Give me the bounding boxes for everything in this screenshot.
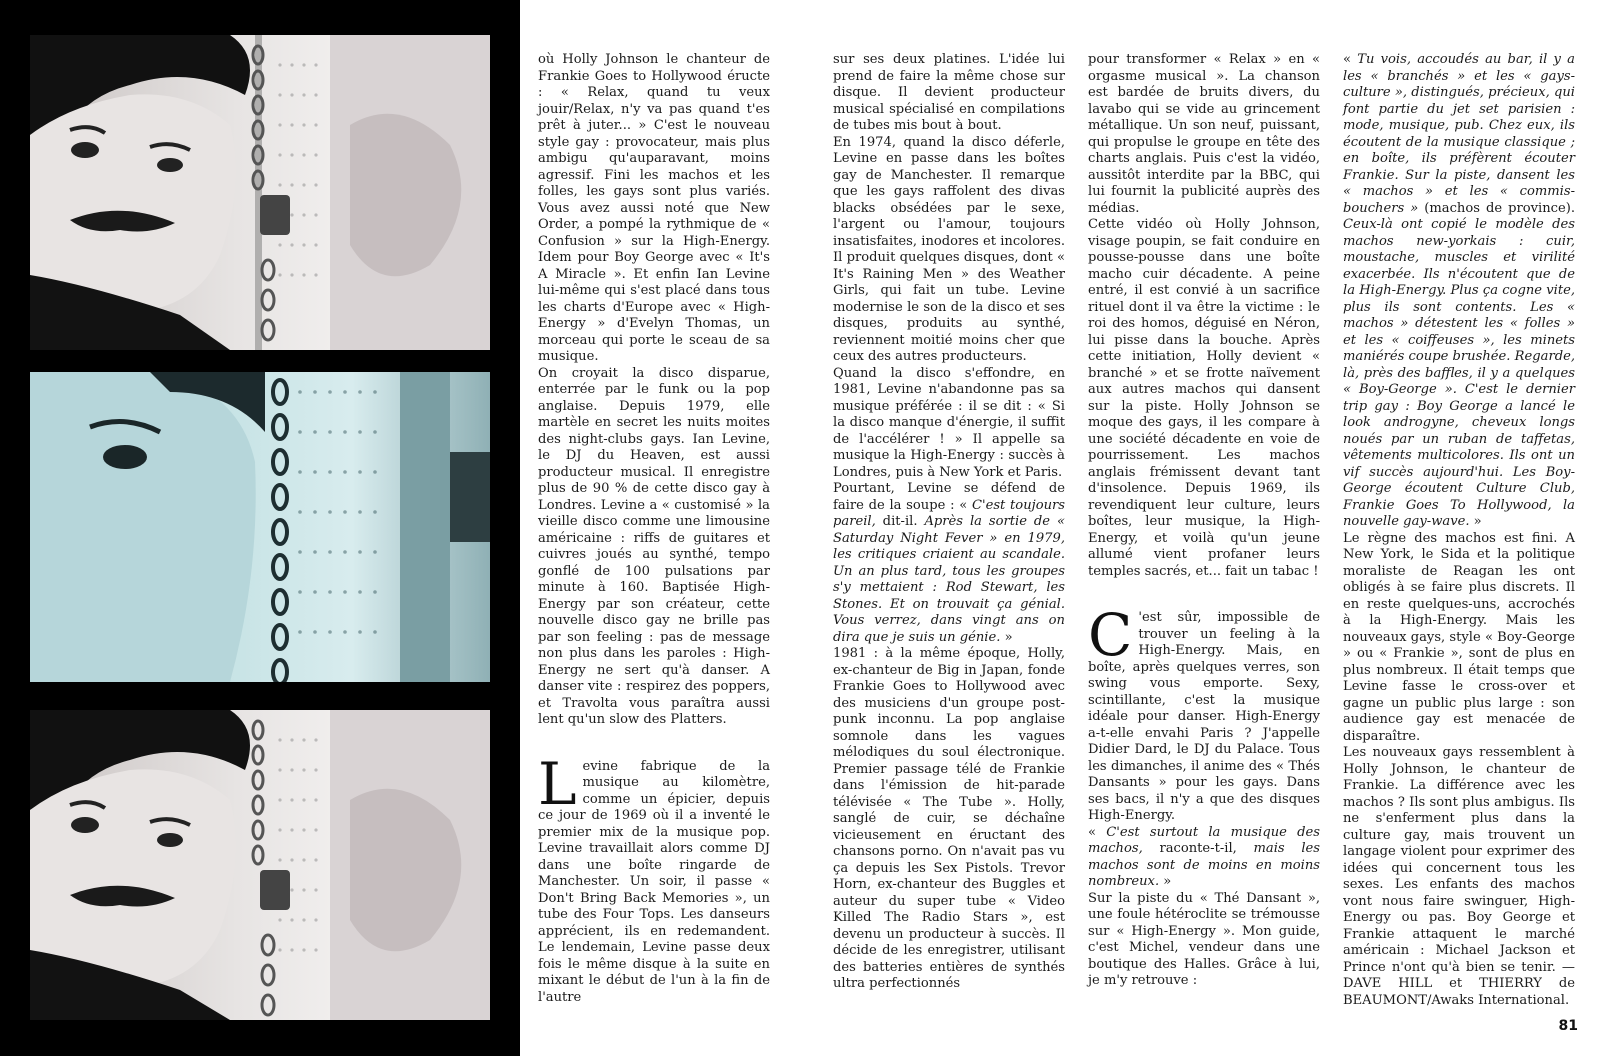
quote-text: Pourtant, Levine se défend de faire de la soupe : « <box>833 481 1065 513</box>
paragraph: où Holly Johnson le chanteur de Frankie Goes to Hollywood éructe : « Relax, quand tu veux jouir/Relax, n'y va pas quand t'es prêt à juter... » C'est le nouveau style gay : provocateur, mais plus ambigu qu'auparavant, moins agressif. Fini les machos et les folles, les gays sont plus variés. Vous avez aussi noté que New Order, a pompé la rythmique de « Confusion » sur la High-Energy. Idem pour Boy George avec « It's A Miracle ». Et enfin Ian Levine lui-même qui s'est placé dans tous les charts d'Europe avec « High-Energy » d'Evelyn Thomas, un morceau qui porte le sceau de sa musique. <box>538 52 770 364</box>
photo-man-blue-tint <box>30 372 490 682</box>
quote-text: Après la sortie de « Saturday Night Fever » en 1979, les critiques criaient au scandale. Un an plus tard, tous les groupes s'y mettaient : Rod Stewart, les Stones. Et on trouvait ça génial. Vous verrez, dans vingt ans on dira que je suis un génie. <box>833 514 1065 645</box>
photo-man-with-cap-bottom <box>30 710 490 1020</box>
quote-text: » <box>1159 874 1172 889</box>
quote-text: Tu vois, accoudés au bar, il y a les « branchés » et les « gays-culture », distingués, précieux, qui font partie du jet set parisien : mode, musique, pub. Chez eux, ils écoutent de la musique classique ; en boîte, ils préfèrent écouter Frankie. Sur la piste, dansent les « machos » et les « commis-bouchers » <box>1343 52 1575 216</box>
quote-text: (machos de province). <box>1418 200 1575 216</box>
drop-cap: L <box>538 749 577 818</box>
paragraph: On croyait la disco disparue, enterrée par le funk ou la pop anglaise. Depuis 1979, elle martèle en secret les nuits moites des night-clubs gays. Ian Levine, le DJ du Heaven, est aussi producteur musical. Il enregistre plus de 90 % de cette disco gay à Londres. Levine a « customisé » la vieille disco comme une limousine américaine : riffs de guitares et cuivres joués au synthé, tempo gonflé de 100 pulsations par minute à 160. Baptisée High-Energy par son créateur, cette nouvelle disco gay ne brille pas par son feeling : pas de message non plus dans les paroles : High-Energy ne sert qu'à danser. A danser vite : respirez des poppers, et Travolta vous paraîtra aussi lent qu'un slow des Platters. <box>538 365 770 727</box>
quote-text: C'est toujours pareil, <box>833 497 1065 529</box>
column-3 <box>1088 52 1320 1012</box>
paragraph: pour transformer « Relax » en « orgasme musical ». La chanson est bardée de bruits divers, du lavabo qui se vide au grincement métallique. Un son neuf, puissant, qui propulse le groupe en tête des charts anglais. Puis c'est la vidéo, aussitôt interdite par la BBC, qui lui fournit la publicité auprès des médias. <box>1088 52 1320 216</box>
column-4 <box>1343 52 1575 1012</box>
quote-text: C'est surtout la musique des machos, <box>1088 824 1320 856</box>
quote-text: mais les machos sont de moins en moins nombreux. <box>1088 841 1320 889</box>
column-2 <box>833 52 1065 1012</box>
paragraph-quote <box>833 481 1065 646</box>
paragraph-quote <box>1343 52 1575 531</box>
paragraph-quote <box>1088 825 1320 891</box>
drop-cap: C <box>1088 601 1133 669</box>
paragraph: Les nouveaux gays ressemblent à Holly Johnson, le chanteur de Frankie. La différence avec les machos ? Ils sont plus ambigus. Ils ne s'enferment plus dans la culture gay, mais trouvent un langage violent pour exprimer des idées qui concernent tous les sexes. Les enfants des machos vont nous faire swinguer, High-Energy ou pas. Boy George et Frankie attaquent le marché américain : Michael Jackson et Prince n'ont qu'à bien se tenir. — DAVE HILL et THIERRY de BEAUMONT/Awaks International. <box>1343 745 1575 1008</box>
paragraph: 1981 : à la même époque, Holly, ex-chanteur de Big in Japan, fonde Frankie Goes to Hollywood avec des musiciens d'un groupe post-punk inconnu. La pop anglaise somnole dans les vagues mélodiques du soul électronique. Premier passage télé de Frankie dans l'émission de hit-parade télévisée « The Tube ». Holly, sanglé de cuir, se déchaîne vicieusement en éructant des chansons porno. On n'avait pas vu ça depuis les Sex Pistols. Trevor Horn, ex-chanteur des Buggles et auteur du super tube « Video Killed The Radio Stars », est devenu un producteur à succès. Il décide de les enregistrer, utilisant des batteries entières de synthés ultra perfectionnés <box>833 646 1065 991</box>
paragraph: Le règne des machos est fini. A New York, le Sida et la politique moraliste de Reagan les ont obligés à se faire plus discrets. Il en reste quelques-uns, accrochés à la High-Energy. Mais les nouveaux gays, style « Boy-George » ou « Frankie », sont de plus en plus nombreux. Il était temps que Levine fasse le cross-over et gagne un public plus large : son audience gay est menacée de disparaître. <box>1343 530 1575 744</box>
paragraph: Sur la piste du « Thé Dansant », une foule hétéroclite se trémousse sur « High-Energy ». Mon guide, c'est Michel, vendeur dans une boutique des Halles. Grâce à lui, je m'y retrouve : <box>1088 890 1320 988</box>
photo-strip <box>0 0 520 1056</box>
paragraph-text: 'est sûr, impossible de trouver un feeling à la High-Energy. Mais, en boîte, après quelques verres, son swing vous emporte. Sexy, scintillante, c'est la musique idéale pour danser. High-Energy a-t-elle envahi Paris ? J'appelle Didier Dard, le DJ du Palace. Tous les dimanches, il anime des « Thés Dansants » pour les gays. Dans ses bacs, il n'y a que des disques High-Energy. <box>1088 610 1320 823</box>
paragraph: Quand la disco s'effondre, en 1981, Levine n'abandonne pas sa musique préférée : il se dit : « Si la disco manque d'énergie, il suffit de l'accélérer ! » Il appelle sa musique la High-Energy : succès à Londres, puis à New York et Paris. <box>833 365 1065 480</box>
quote-text: dit-il. <box>875 514 925 529</box>
paragraph: Cette vidéo où Holly Johnson, visage poupin, se fait conduire en pousse-pousse dans une boîte macho cuir décadente. A peine entré, il est convié à un sacrifice rituel dont il va être la victime : le roi des homos, déguisé en Néron, lui pisse dans la bouche. Après cette initiation, Holly devient « branché » et se frotte naïvement aux autres machos qui dansent sur la piste. Holly Johnson se moque des gays, il les compare à une société décadente en voie de pourrissement. Les machos anglais frémissent devant tant d'insolence. Depuis 1969, ils revendiquent leur culture, leurs boîtes, leur musique, la High-Energy, et voilà qu'un jeune allumé vient profaner leurs temples sacrés, et... fait un tabac ! <box>1088 217 1320 579</box>
quote-text: » <box>1000 629 1013 645</box>
paragraph-dropcap <box>538 749 770 1007</box>
quote-text: raconte-t-il, <box>1142 841 1254 856</box>
paragraph: sur ses deux platines. L'idée lui prend de faire la même chose sur disque. Il devient producteur musical spécialisé en compilations de tubes mis bout à bout. <box>833 52 1065 133</box>
page-number: 81 <box>1558 1018 1578 1034</box>
column-1 <box>538 52 770 1012</box>
paragraph: En 1974, quand la disco déferle, Levine en passe dans les boîtes gay de Manchester. Il remarque que les gays raffolent des divas blacks obsédées par le sexe, l'argent ou l'amour, toujours insatisfaites, inodores et incolores. Il produit quelques disques, dont « It's Raining Men » des Weather Girls, qui fait un tube. Levine modernise le son de la disco et ses disques, produits au synthé, reviennent moitié moins cher que ceux des autres producteurs. <box>833 134 1065 364</box>
paragraph-text: evine fabrique de la musique au kilomètre, comme un épicier, depuis ce jour de 1969 où il a inventé le premier mix de la musique pop. Levine travaillait alors comme DJ dans une boîte ringarde de Manchester. Un soir, il passe « Don't Bring Back Memories », un tube des Four Tops. Les danseurs apprécient, ils en redemandent. Le lendemain, Levine passe deux fois le même disque à la suite en mixant le début de l'un à la fin de l'autre <box>538 758 770 1005</box>
quote-text: « <box>1088 824 1107 840</box>
quote-text: » <box>1469 514 1482 529</box>
photo-man-with-cap-top <box>30 35 490 350</box>
article-text <box>528 52 1588 1012</box>
paragraph-dropcap <box>1088 601 1320 825</box>
quote-text: « <box>1343 52 1358 67</box>
quote-text: Ceux-là ont copié le modèle des machos new-yorkais : cuir, moustache, muscles et virilité exacerbée. Ils n'écoutent que de la High-Energy. Plus ça cogne vite, plus ils sont contents. Les « machos » détestent les « folles » et les « coiffeuses », les minets maniérés coupe brushée. Regarde, là, près des baffles, il y a quelques « Boy-George ». C'est le dernier trip gay : Boy George a lancé le look androgyne, cheveux longs noués par un ruban de taffetas, vêtements multicolores. Ils ont un vif succès aujourd'hui. Les Boy-George écoutent Culture Club, Frankie Goes To Hollywood, la nouvelle gay-wave. <box>1343 217 1575 529</box>
